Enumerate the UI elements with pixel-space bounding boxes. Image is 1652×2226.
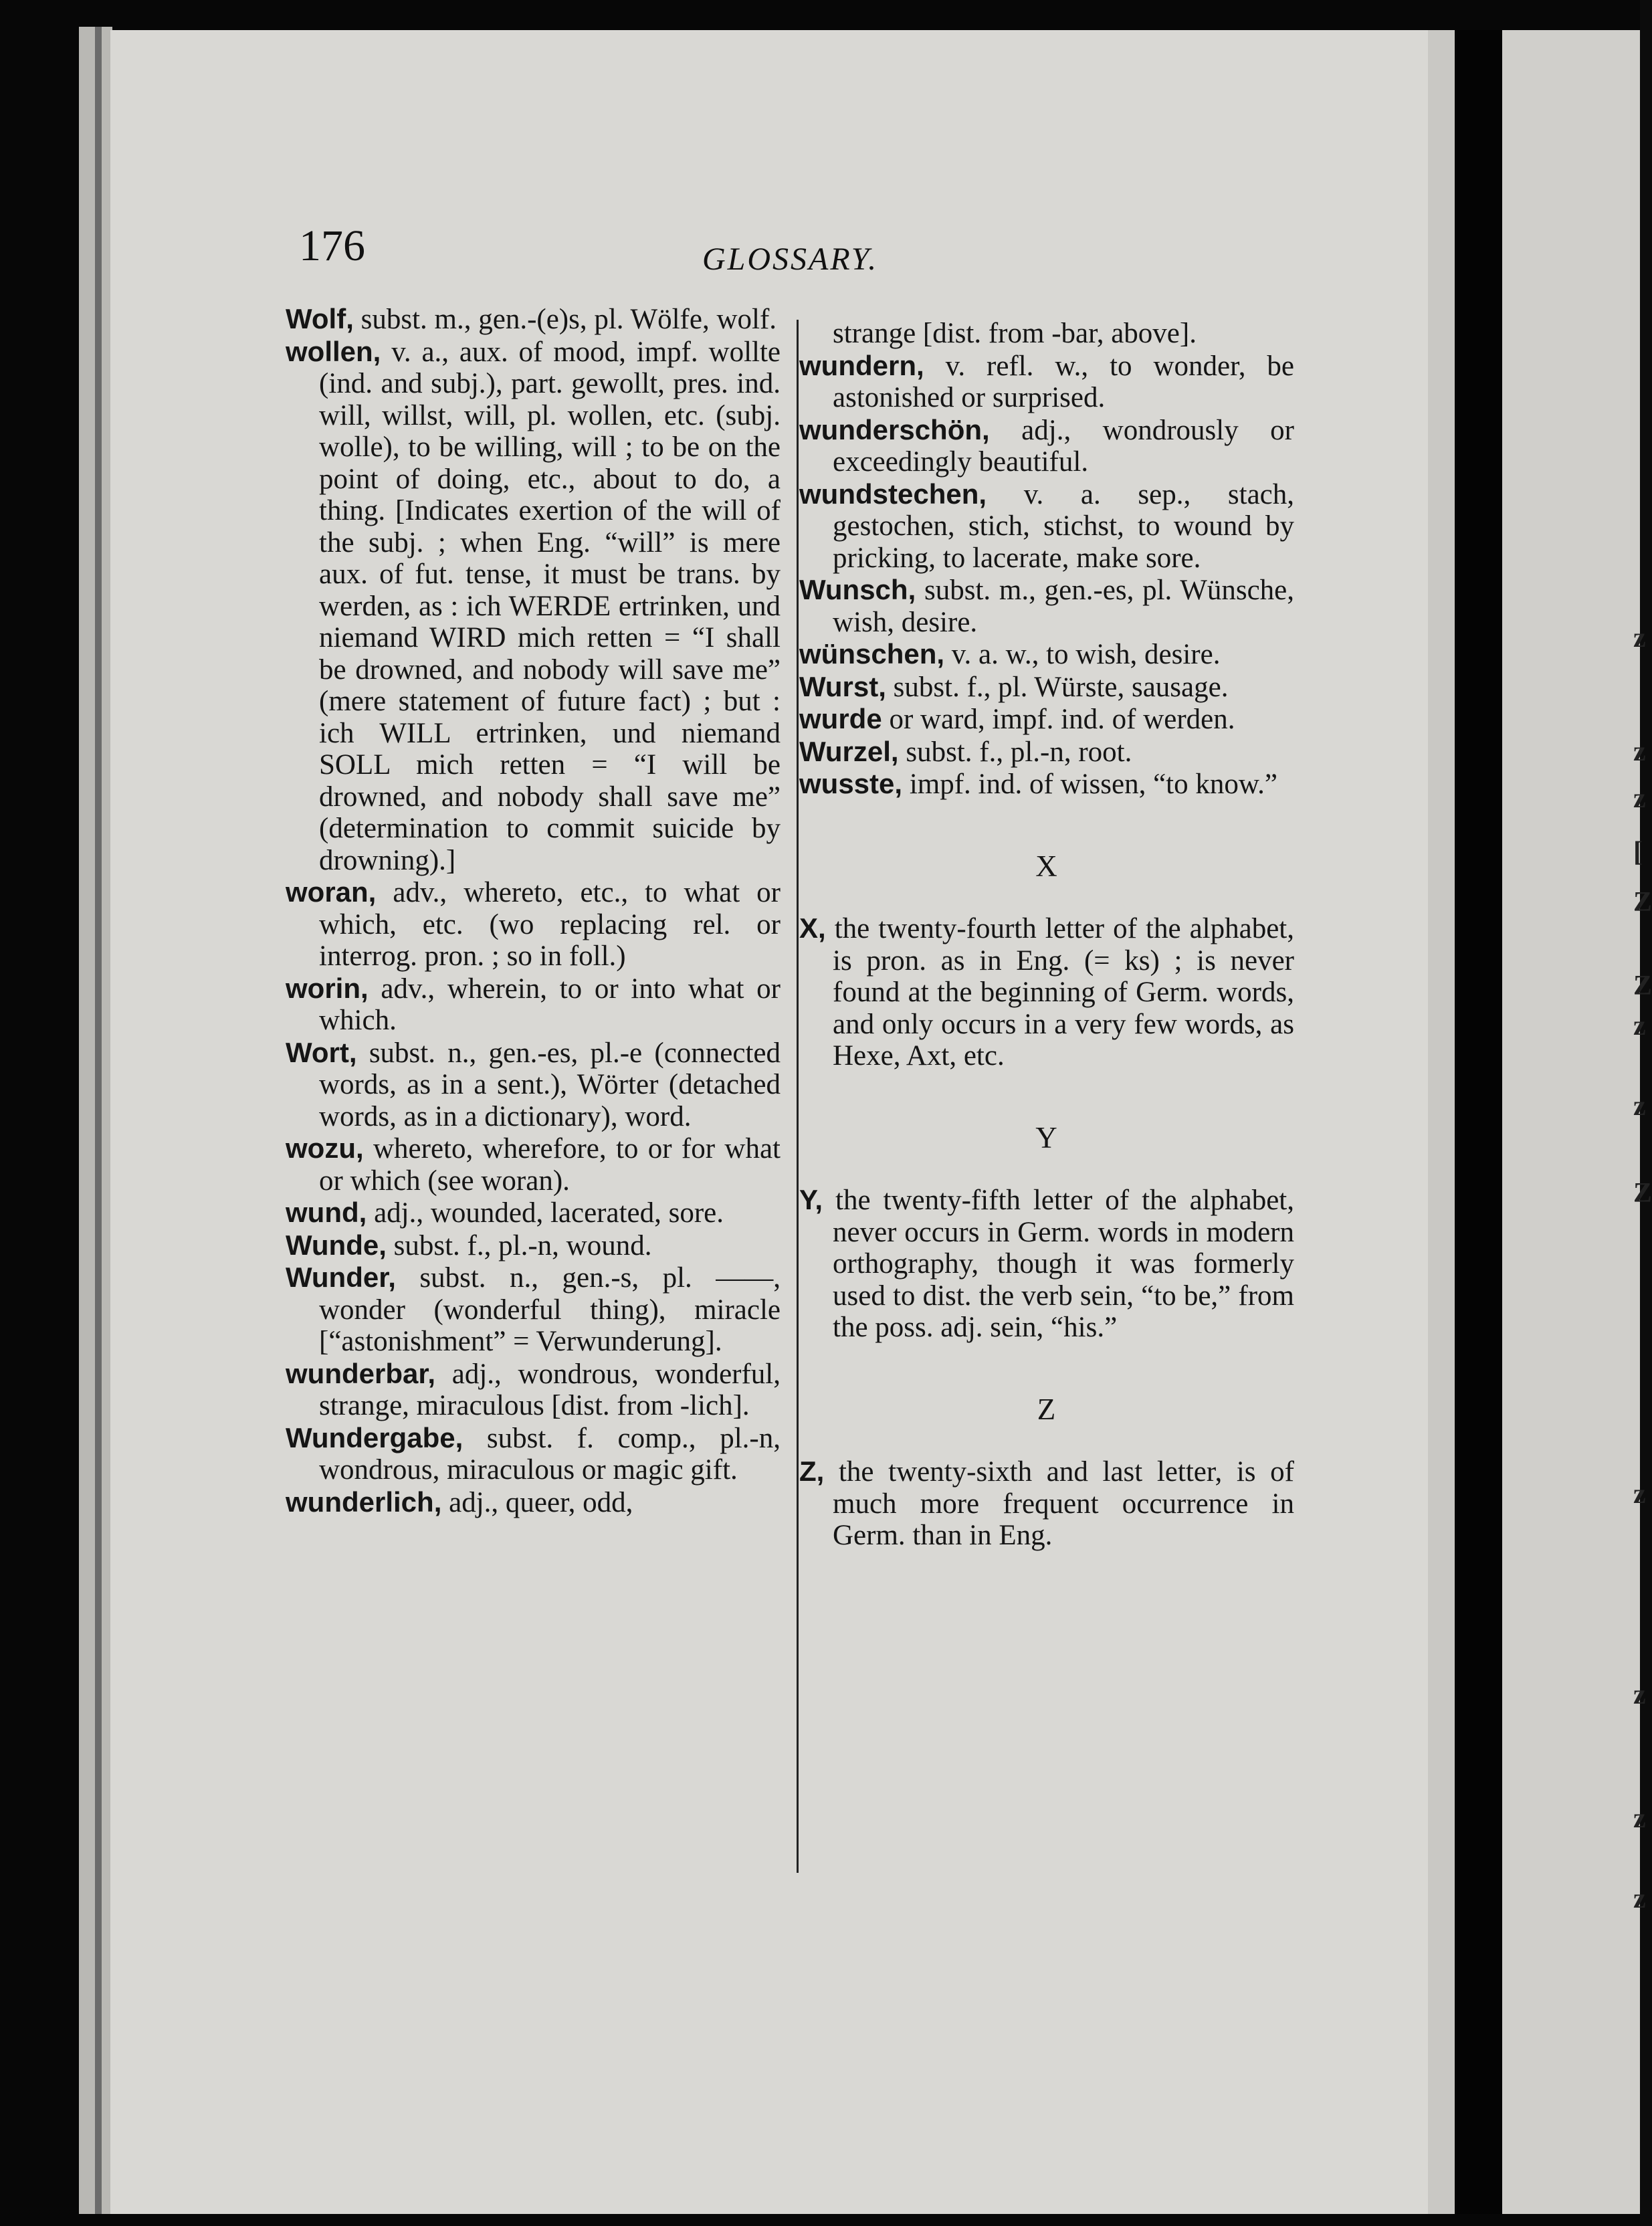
next-page-fragment: z [1633,1091,1646,1122]
glossary-entry [286,973,781,1037]
glossary-entry [799,912,1294,1072]
definition: subst. m., gen.-es, pl. Wünsche, wish, desire. [833,575,1294,638]
headword: wunderlich, [286,1486,442,1518]
headword: Z, [799,1455,825,1487]
next-page-fragment: Z [1633,971,1652,1001]
headword: wundern, [799,349,924,381]
headword: wollen, [286,335,381,367]
column-divider [797,320,799,1873]
headword: Wort, [286,1036,357,1068]
headword: wunderschön, [799,413,990,445]
headword: Wundergabe, [286,1421,463,1453]
definition: adj., wounded, lacerated, sore. [367,1197,724,1229]
next-page-strip [1502,30,1652,2214]
glossary-entry [799,574,1294,638]
headword: wund, [286,1197,367,1228]
glossary-entry [799,736,1294,769]
definition: subst. f., pl. Würste, sausage. [886,671,1229,703]
glossary-entry [286,1037,781,1133]
definition: adj., queer, odd, [441,1486,633,1518]
next-page-fragment: z [1633,1803,1646,1834]
definition: v. a. w., to wish, desire. [944,639,1221,670]
definition: the twenty-sixth and last letter, is of much more frequent occurrence in Germ. than in Eng. [824,1456,1294,1551]
glossary-column-left [286,303,781,1518]
page-header [299,221,941,281]
headword: wurde [799,703,882,734]
page-number: 176 [299,221,365,270]
definition: the twenty-fourth letter of the alphabet, is pron. as in Eng. (= ks) ; is never found at the beginning of Germ. words, and only occurs in a very few words, as Hexe, Axt, etc. [825,913,1294,1072]
glossary-entry [799,1455,1294,1552]
next-page-fragment: Z [1633,887,1652,918]
definition: v. refl. w., to wonder, be astonished or surprised. [833,350,1294,413]
definition: subst. n., gen.-s, pl. ——, wonder (wonderful thing), miracle [“astonishment” = Verwunderung]. [319,1262,781,1357]
glossary-entry [286,1261,781,1358]
next-page-fragment: z [1633,1884,1646,1914]
headword: wünschen, [799,638,945,670]
glossary-entry [286,336,781,877]
next-page-fragment: z [1633,783,1646,814]
headword: Wunsch, [799,574,916,605]
definition: or ward, impf. ind. of werden. [882,704,1235,735]
glossary-entry [286,1229,781,1262]
glossary-column-right [799,318,1294,1552]
definition: adj., wondrous, wonderful, strange, miraculous [dist. from -lich]. [319,1358,781,1421]
definition: v. a. sep., stach, gestochen, stich, stichst, to wound by pricking, to lacerate, make sore. [833,478,1294,574]
book-page-edge-shadow [95,27,102,2214]
headword: Wurzel, [799,735,899,767]
glossary-entry [286,1422,781,1486]
headword: worin, [286,972,369,1004]
definition: adv., wherein, to or into what or which. [319,973,781,1036]
definition: subst. f., pl.-n, root. [898,736,1132,768]
headword: X, [799,912,826,944]
headword: woran, [286,876,377,908]
page-gutter-shadow [1428,30,1455,2214]
definition: adj., wondrously or exceedingly beautiful. [833,414,1294,478]
next-page-fragment: z [1633,736,1646,767]
glossary-entry [286,1132,781,1197]
section-letter-x: X [1035,849,1058,883]
definition: impf. ind. of wissen, “to know.” [902,769,1277,800]
glossary-entry [799,671,1294,704]
next-page-fragment: z [1633,1011,1646,1041]
glossary-entry [799,414,1294,478]
headword: Wunder, [286,1261,396,1293]
next-page-fragment: z [1633,1479,1646,1510]
glossary-entry [286,1197,781,1229]
next-page-fragment: z [1633,1680,1646,1710]
definition: v. a., aux. of mood, impf. wollte (ind. and subj.), part. gewollt, pres. ind. will, willst, will, pl. wollen, etc. (subj. wolle), to be willing, will ; to be on the point of doing, etc., about to do, a thing. [Indicates exertion of the will of the subj. ; when Eng. “will” is mere aux. of fut. tense, it must be trans. by werden, as : ich WERDE ertrinken, und niemand WIRD mich retten = “I shall be drowned, and nobody will save me” (mere statement of future fact) ; but : ich WILL ertrinken, und niemand SOLL mich retten = “I will be drowned, and nobody shall save me” (determination to commit suicide by drowning).] [319,336,781,876]
headword: wozu, [286,1132,364,1164]
running-head: GLOSSARY. [702,241,879,277]
gutter-divider [1457,30,1504,2214]
section-letter-z: Z [1037,1392,1057,1426]
glossary-entry [286,1486,781,1519]
definition: subst. f. comp., pl.-n, wondrous, miraculous or magic gift. [319,1422,781,1486]
definition: subst. m., gen.-(e)s, pl. Wölfe, wolf. [353,304,777,335]
next-page-fragment: [ [1633,837,1643,868]
glossary-entry [799,350,1294,414]
headword: wunderbar, [286,1357,436,1389]
glossary-entry [286,876,781,973]
glossary-entry [286,1358,781,1422]
headword: Y, [799,1184,823,1215]
definition: adv., whereto, etc., to what or which, etc. (wo replacing rel. or interrog. pron. ; so in foll.) [319,877,781,972]
headword: Wurst, [799,670,886,702]
headword: wundstechen, [799,478,987,510]
glossary-entry [799,1184,1294,1344]
next-page-fragment: Z [1633,1178,1652,1209]
headword: Wunde, [286,1229,387,1261]
definition: whereto, wherefore, to or for what or which (see woran). [319,1133,781,1197]
entry-continuation: strange [dist. from -bar, above]. [833,318,1197,349]
next-page-fragment: z [1633,623,1646,653]
glossary-entry [799,638,1294,671]
definition: subst. f., pl.-n, wound. [386,1229,652,1261]
glossary-entry [799,703,1294,736]
definition: subst. n., gen.-es, pl.-e (connected words, as in a sent.), Wörter (detached words, as in a dictionary), word. [319,1037,781,1132]
section-letter-y: Y [1035,1120,1058,1154]
glossary-entry [286,303,781,336]
definition: the twenty-fifth letter of the alphabet, never occurs in Germ. words in modern orthography, though it was formerly used to dist. the verb sein, “to be,” from the poss. adj. sein, “his.” [823,1185,1294,1343]
headword: Wolf, [286,303,354,334]
glossary-entry [799,478,1294,575]
headword: wusste, [799,768,903,799]
glossary-entry [799,768,1294,801]
